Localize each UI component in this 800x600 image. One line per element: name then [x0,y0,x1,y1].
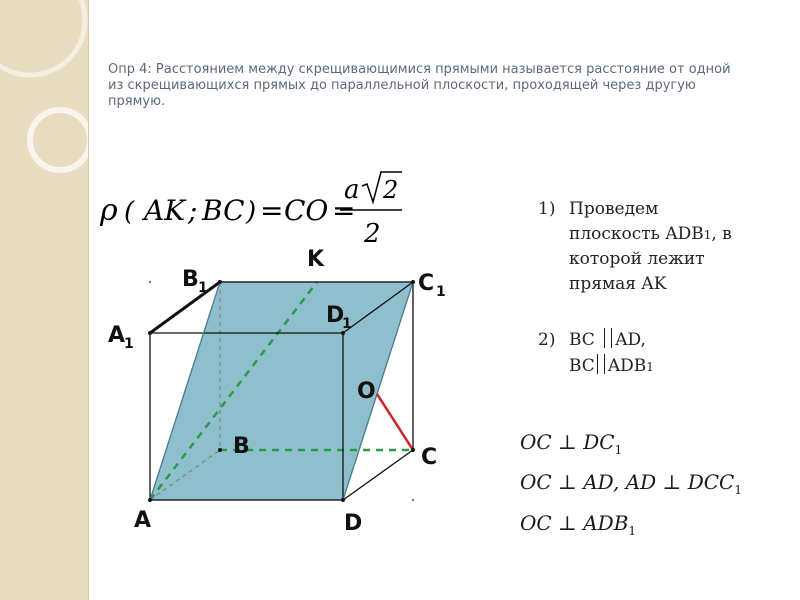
relation-2-text: OC ⊥ AD, AD ⊥ DCC [520,470,735,494]
label-k: K [307,247,325,272]
vertex-dot-c1 [411,280,415,284]
label-b1: B [182,267,199,292]
stray-dot-2 [412,499,414,501]
formula-equals-1: = [260,194,284,227]
stray-dot-1 [149,281,151,283]
step-1-line-2 [569,222,732,248]
segment-oc [377,394,413,450]
formula-close-paren: ) [246,197,257,227]
step-2-ad: AD, [615,330,646,350]
formula-denominator: 2 [364,219,381,249]
relation-oc-dc1 [520,430,622,457]
formula-numerator-a: a [344,175,360,205]
relation-1-text: OC ⊥ DC [520,430,615,454]
relation-oc-ad [520,470,742,497]
step-1-plane-suffix: , в [711,224,732,244]
step-2-bc-2: BC [569,356,595,376]
step-2-line-1 [569,328,646,353]
step-1-plane-sub: 1 [703,228,712,242]
step-1-plane-text: плоскость ADB [569,224,704,244]
parallel-icon [597,354,605,374]
label-b1-sub: 1 [198,280,208,296]
step-1-line-4: прямая AK [569,274,667,294]
label-a1: A [108,323,126,348]
relation-2-sub: 1 [734,483,742,497]
definition-text: Опр 4: Расстоянием между скрещивающимися прямыми называется расстояние от одной из скрещивающихся прямых до параллельной плоскости, проходящей через другую прямую. [108,62,731,109]
formula-rho: ρ [100,193,118,228]
label-a1-sub: 1 [124,336,134,352]
step-1-line-1: Проведем [569,199,659,219]
label-d: D [344,511,363,536]
label-c1: C [418,271,435,296]
label-c: C [421,445,438,470]
formula-open-paren: ( [124,197,135,227]
label-c1-sub: 1 [436,284,446,300]
formula-co: CO [284,194,329,227]
step-2-bc-1: BC [569,330,595,350]
vertex-dot-d [341,498,345,502]
vertex-dot-a1 [148,331,152,335]
step-2-line-2 [569,354,654,380]
label-a: A [134,508,152,533]
step-2-number: 2) [538,330,556,350]
formula-bc: BC [202,194,245,227]
relation-oc-adb1 [520,511,636,538]
formula-radicand: 2 [383,176,399,204]
relation-1-sub: 1 [614,443,623,457]
step-1-number: 1) [538,199,556,219]
vertex-dot-b [218,448,222,452]
step-2-adb-sub: 1 [646,360,654,374]
formula-separator: ; [188,194,198,227]
relation-3-text: OC ⊥ ADB [520,511,629,535]
vertex-dot-c [411,448,415,452]
formula-equals-2: = [332,194,356,227]
vertex-dot-b1 [218,280,222,284]
step-2-adb: ADB [607,356,647,376]
parallel-icon [604,328,612,348]
step-1-line-3: которой лежит [569,249,705,269]
relation-3-sub: 1 [628,524,637,538]
label-d1-sub: 1 [342,316,352,332]
vertex-dot-a [148,498,152,502]
label-b: B [233,434,250,459]
label-d1: D [326,303,345,328]
label-o: O [357,379,376,404]
formula-ak: AK [144,194,186,227]
